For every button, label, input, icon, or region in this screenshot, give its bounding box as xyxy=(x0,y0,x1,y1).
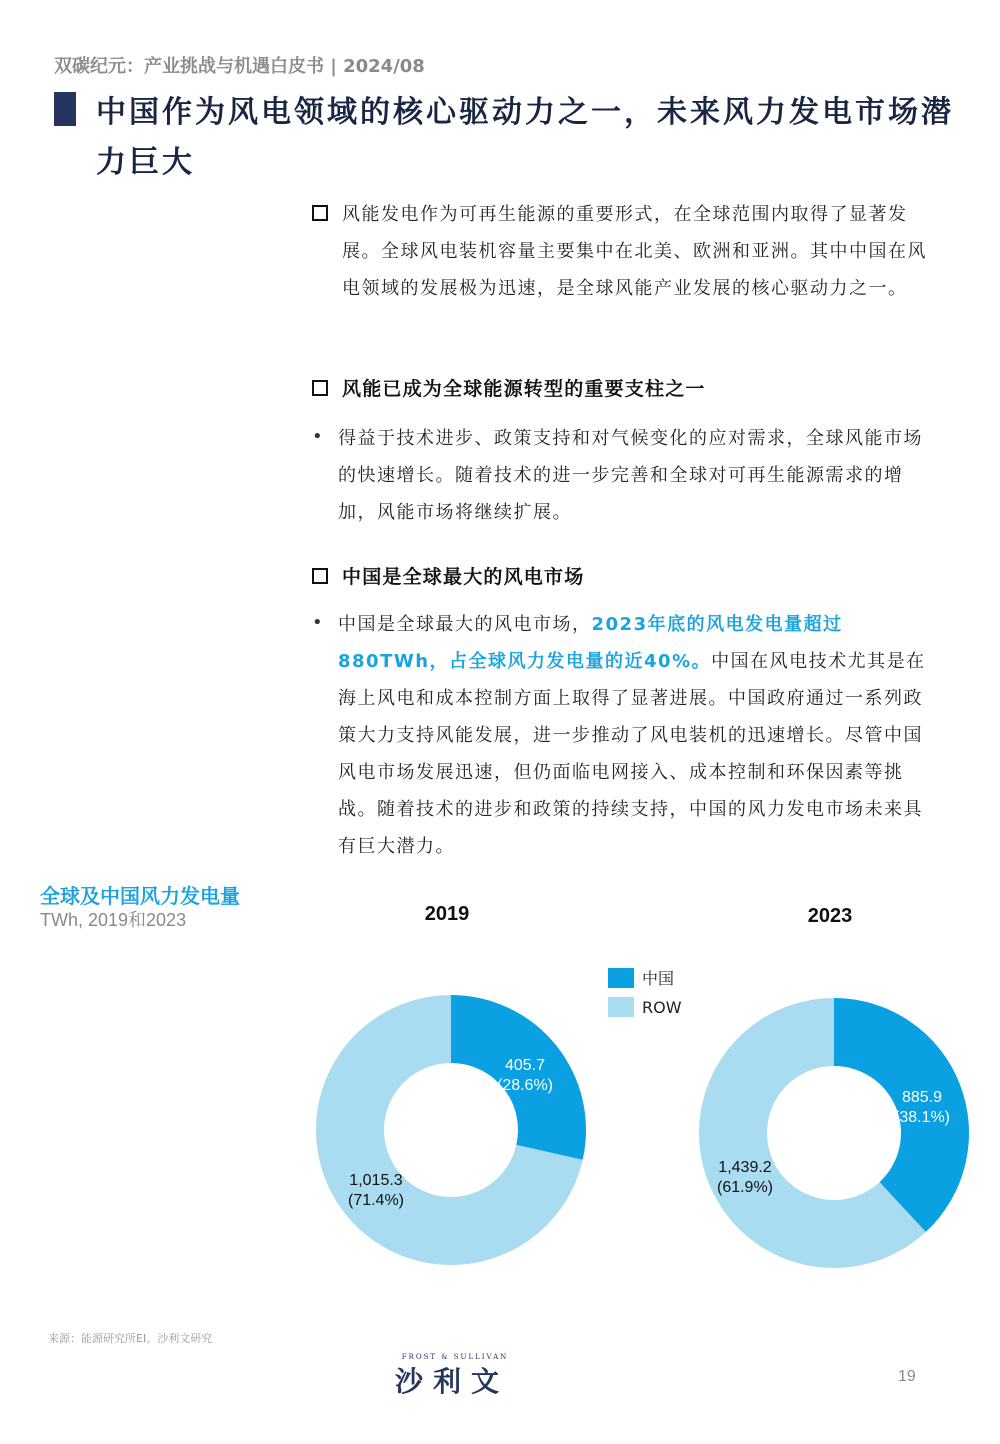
data-label-value: 885.9 xyxy=(901,1089,943,1106)
checkbox-bullet-icon xyxy=(312,568,328,584)
chart-year-title: 2019 xyxy=(424,903,470,925)
data-label-percent: (38.1%) xyxy=(893,1109,951,1126)
section-wind-energy xyxy=(312,374,942,401)
bullet-text-end: 中国在风电技术尤其是在海上风电和成本控制方面上取得了显著进展。中国政府通过一系列政策大力支持风能发展，进一步推动了风电装机的迅速增长。尽管中国风电市场发展迅速，但仍面临电网接入、成本控制和环保因素等挑战。随着技术的进步和政策的持续支持，中国的风力发电市场未来具有巨大潜力。 xyxy=(338,651,926,857)
company-logo: 沙利文 xyxy=(394,1365,509,1398)
section-heading: 风能已成为全球能源转型的重要支柱之一 xyxy=(342,378,706,400)
donut-charts xyxy=(0,880,1000,1300)
intro-text: 风能发电作为可再生能源的重要形式，在全球范围内取得了显著发展。全球风电装机容量主要集中在北美、欧洲和亚洲。其中中国在风电领域的发展极为迅速，是全球风能产业发展的核心驱动力之一。 xyxy=(342,204,927,299)
checkbox-bullet-icon xyxy=(312,380,328,396)
page-title: 中国作为风电领域的核心驱动力之一，未来风力发电市场潜力巨大 xyxy=(96,95,954,180)
source-note: 来源：能源研究所EI、沙利文研究 xyxy=(48,1332,213,1345)
intro-section xyxy=(312,196,942,307)
report-header: 双碳纪元：产业挑战与机遇白皮书 | 2024/08 xyxy=(54,56,425,77)
section-china-market-body xyxy=(312,606,942,865)
section-heading: 中国是全球最大的风电市场 xyxy=(342,566,585,588)
data-label-value: 1,015.3 xyxy=(349,1172,403,1189)
data-label-value: 1,439.2 xyxy=(718,1159,772,1176)
section-bullet-text xyxy=(312,606,942,865)
chart-title: 全球及中国风力发电量 xyxy=(40,884,240,908)
checkbox-bullet-icon xyxy=(312,205,328,221)
data-label-percent: (71.4%) xyxy=(347,1192,405,1209)
legend-label: 中国 xyxy=(642,969,675,988)
logo-tagline: FROST & SULLIVAN xyxy=(401,1353,509,1361)
section-bullet-text: 得益于技术进步、政策支持和对气候变化的应对需求，全球风能市场的快速增长。随着技术的进一步完善和全球对可再生能源需求的增加，风能市场将继续扩展。 xyxy=(338,428,923,523)
legend-swatch xyxy=(608,968,634,988)
legend-swatch xyxy=(608,997,634,1017)
section-wind-energy-body xyxy=(312,420,942,531)
highlight-text: 2023年底的风电发电量超过880TWh，占全球风力发电量的近40%。 xyxy=(338,614,843,672)
chart-subtitle: TWh, 2019和2023 xyxy=(40,910,187,930)
data-label-percent: (61.9%) xyxy=(716,1179,774,1196)
section-china-market xyxy=(312,562,942,589)
chart-year-title: 2023 xyxy=(807,905,853,927)
title-accent-bar xyxy=(54,92,76,126)
page-number: 19 xyxy=(898,1368,916,1385)
data-label-value: 405.7 xyxy=(504,1057,546,1074)
legend-label: ROW xyxy=(642,998,682,1017)
dot-bullet-icon: • xyxy=(312,426,323,447)
page-title-block xyxy=(54,92,954,180)
dot-bullet-icon: • xyxy=(312,612,323,633)
data-label-percent: (28.6%) xyxy=(496,1077,554,1094)
bullet-text-start: 中国是全球最大的风电市场， xyxy=(338,614,592,635)
